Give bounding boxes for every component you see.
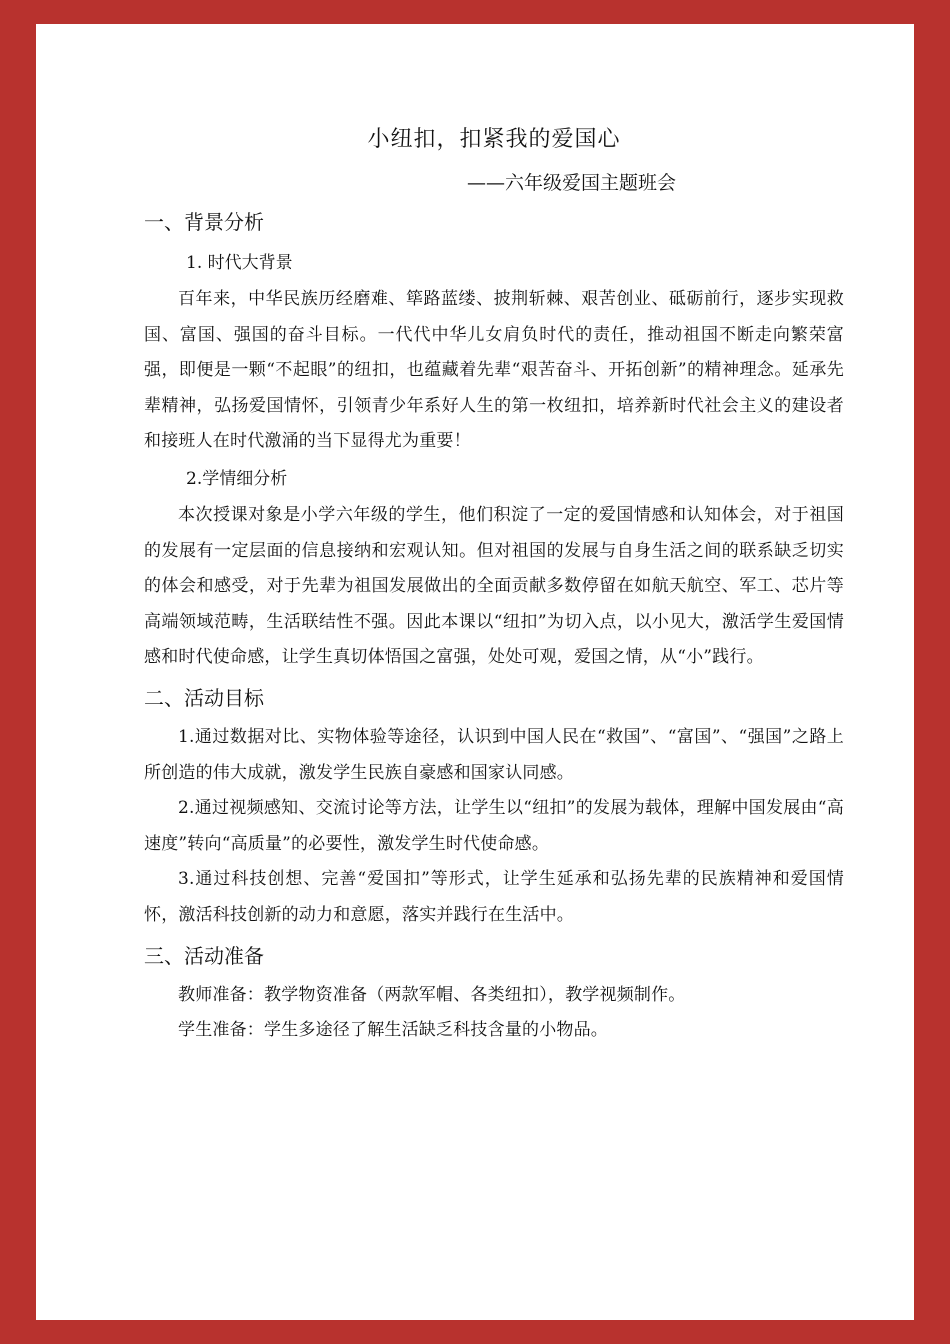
- document-page: [36, 24, 914, 1320]
- subheading-student-analysis: 2.学情细分析: [186, 468, 288, 489]
- paragraph-era-background: 百年来，中华民族历经磨难、筚路蓝缕、披荆斩棘、艰苦创业、砥砺前行，逐步实现救国、富国、强国的奋斗目标。一代代中华儿女肩负时代的责任，推动祖国不断走向繁荣富强，即便是一颗“不起眼”的纽扣，也蕴藏着先辈“艰苦奋斗、开拓创新”的精神理念。延承先辈精神，弘扬爱国情怀，引领青少年系好人生的第一枚纽扣，培养新时代社会主义的建设者和接班人在时代激涌的当下显得尤为重要！: [144, 289, 844, 452]
- section-heading-background: 一、背景分析: [144, 210, 264, 234]
- paragraph-goal-3: 3.通过科技创想、完善“爱国扣”等形式，让学生延承和弘扬先辈的民族精神和爱国情怀，激活科技创新的动力和意愿，落实并践行在生活中。: [144, 869, 844, 925]
- paragraph-student-analysis: 本次授课对象是小学六年级的学生，他们积淀了一定的爱国情感和认知体会，对于祖国的发展有一定层面的信息接纳和宏观认知。但对祖国的发展与自身生活之间的联系缺乏切实的体会和感受，对于先辈为祖国发展做出的全面贡献多数停留在如航天航空、军工、芯片等高端领域范畴，生活联结性不强。因此本课以“纽扣”为切入点，以小见大，激活学生爱国情感和时代使命感，让学生真切体悟国之富强，处处可观，爱国之情，从“小”践行。: [144, 504, 844, 668]
- subheading-era-background: 1. 时代大背景: [186, 253, 293, 273]
- paragraph-goal-1: 1.通过数据对比、实物体验等途径，认识到中国人民在“救国”、“富国”、“强国”之路上所创造的伟大成就，激发学生民族自豪感和国家认同感。: [144, 726, 844, 783]
- paragraph-student-prep: 学生准备：学生多途径了解生活缺乏科技含量的小物品。: [178, 1020, 608, 1041]
- section-heading-goals: 二、活动目标: [144, 685, 264, 710]
- paragraph-goal-2: 2.通过视频感知、交流讨论等方法，让学生以“纽扣”的发展为载体，理解中国发展由“高速度”转向“高质量”的必要性，激发学生时代使命感。: [144, 798, 844, 854]
- section-heading-preparation: 三、活动准备: [144, 943, 264, 968]
- paragraph-teacher-prep: 教师准备：教学物资准备（两款军帽、各类纽扣），教学视频制作。: [178, 984, 686, 1005]
- document-content: [144, 120, 844, 1049]
- document-subtitle: ——六年级爱国主题班会: [466, 172, 676, 194]
- document-title: 小纽扣，扣紧我的爱国心: [367, 127, 621, 152]
